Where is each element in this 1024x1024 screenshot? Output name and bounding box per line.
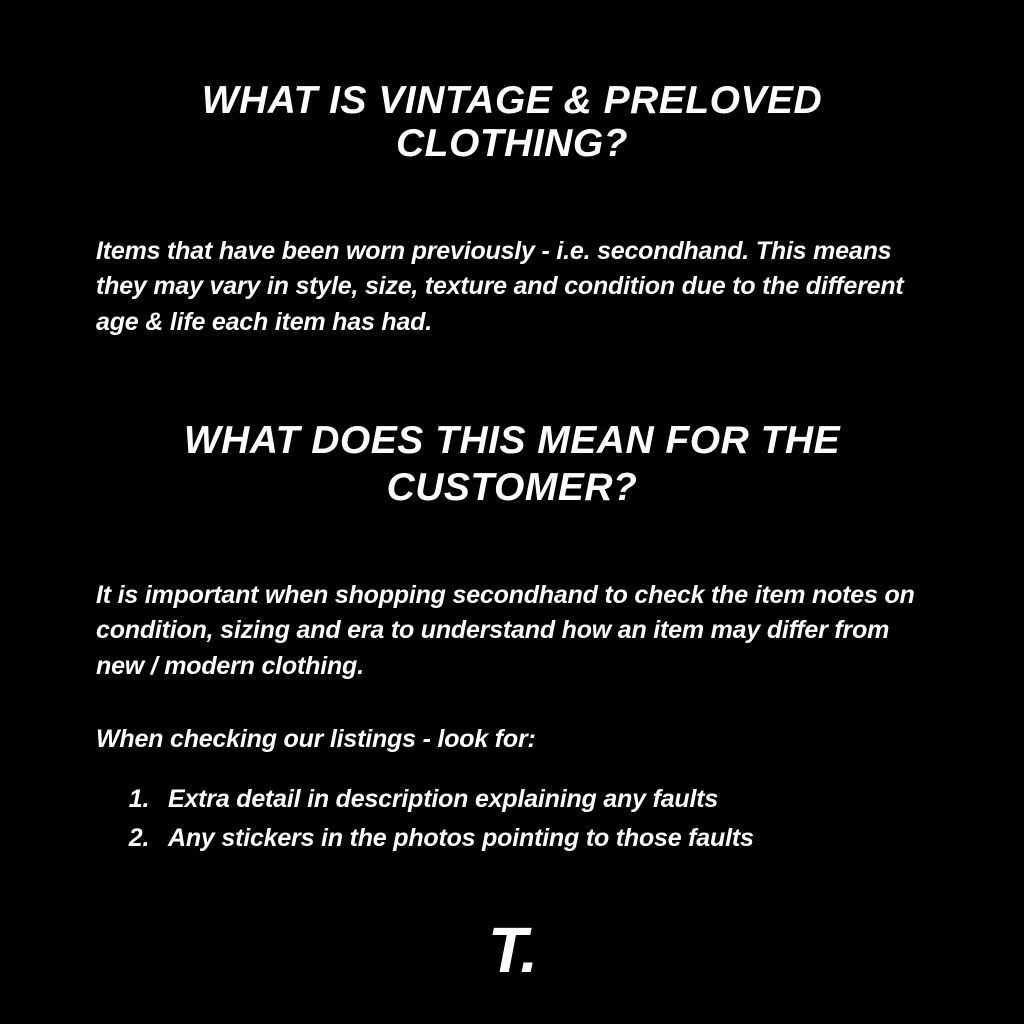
page-title: WHAT IS VINTAGE & PRELOVED CLOTHING? [201, 79, 823, 165]
list-item: 2. Any stickers in the photos pointing to those faults [156, 819, 928, 858]
explanation-paragraph: It is important when shopping secondhand to check the item notes on condition, sizing and era to understand how an item may differ from new / modern clothing. [96, 580, 915, 680]
section-subtitle: WHAT DOES THIS MEAN FOR THE CUSTOMER? [183, 419, 841, 510]
check-prompt: When checking our listings - look for: [96, 725, 536, 754]
faults-list [96, 780, 928, 858]
list-item: 1. Extra detail in description explaining any faults [156, 780, 928, 819]
logo-text: T. [487, 914, 537, 986]
intro-paragraph: Items that have been worn previously - i.e. secondhand. This means they may vary in style, size, texture and condition due to the different age & life each item has had. [96, 236, 904, 336]
brand-logo [0, 914, 1024, 986]
